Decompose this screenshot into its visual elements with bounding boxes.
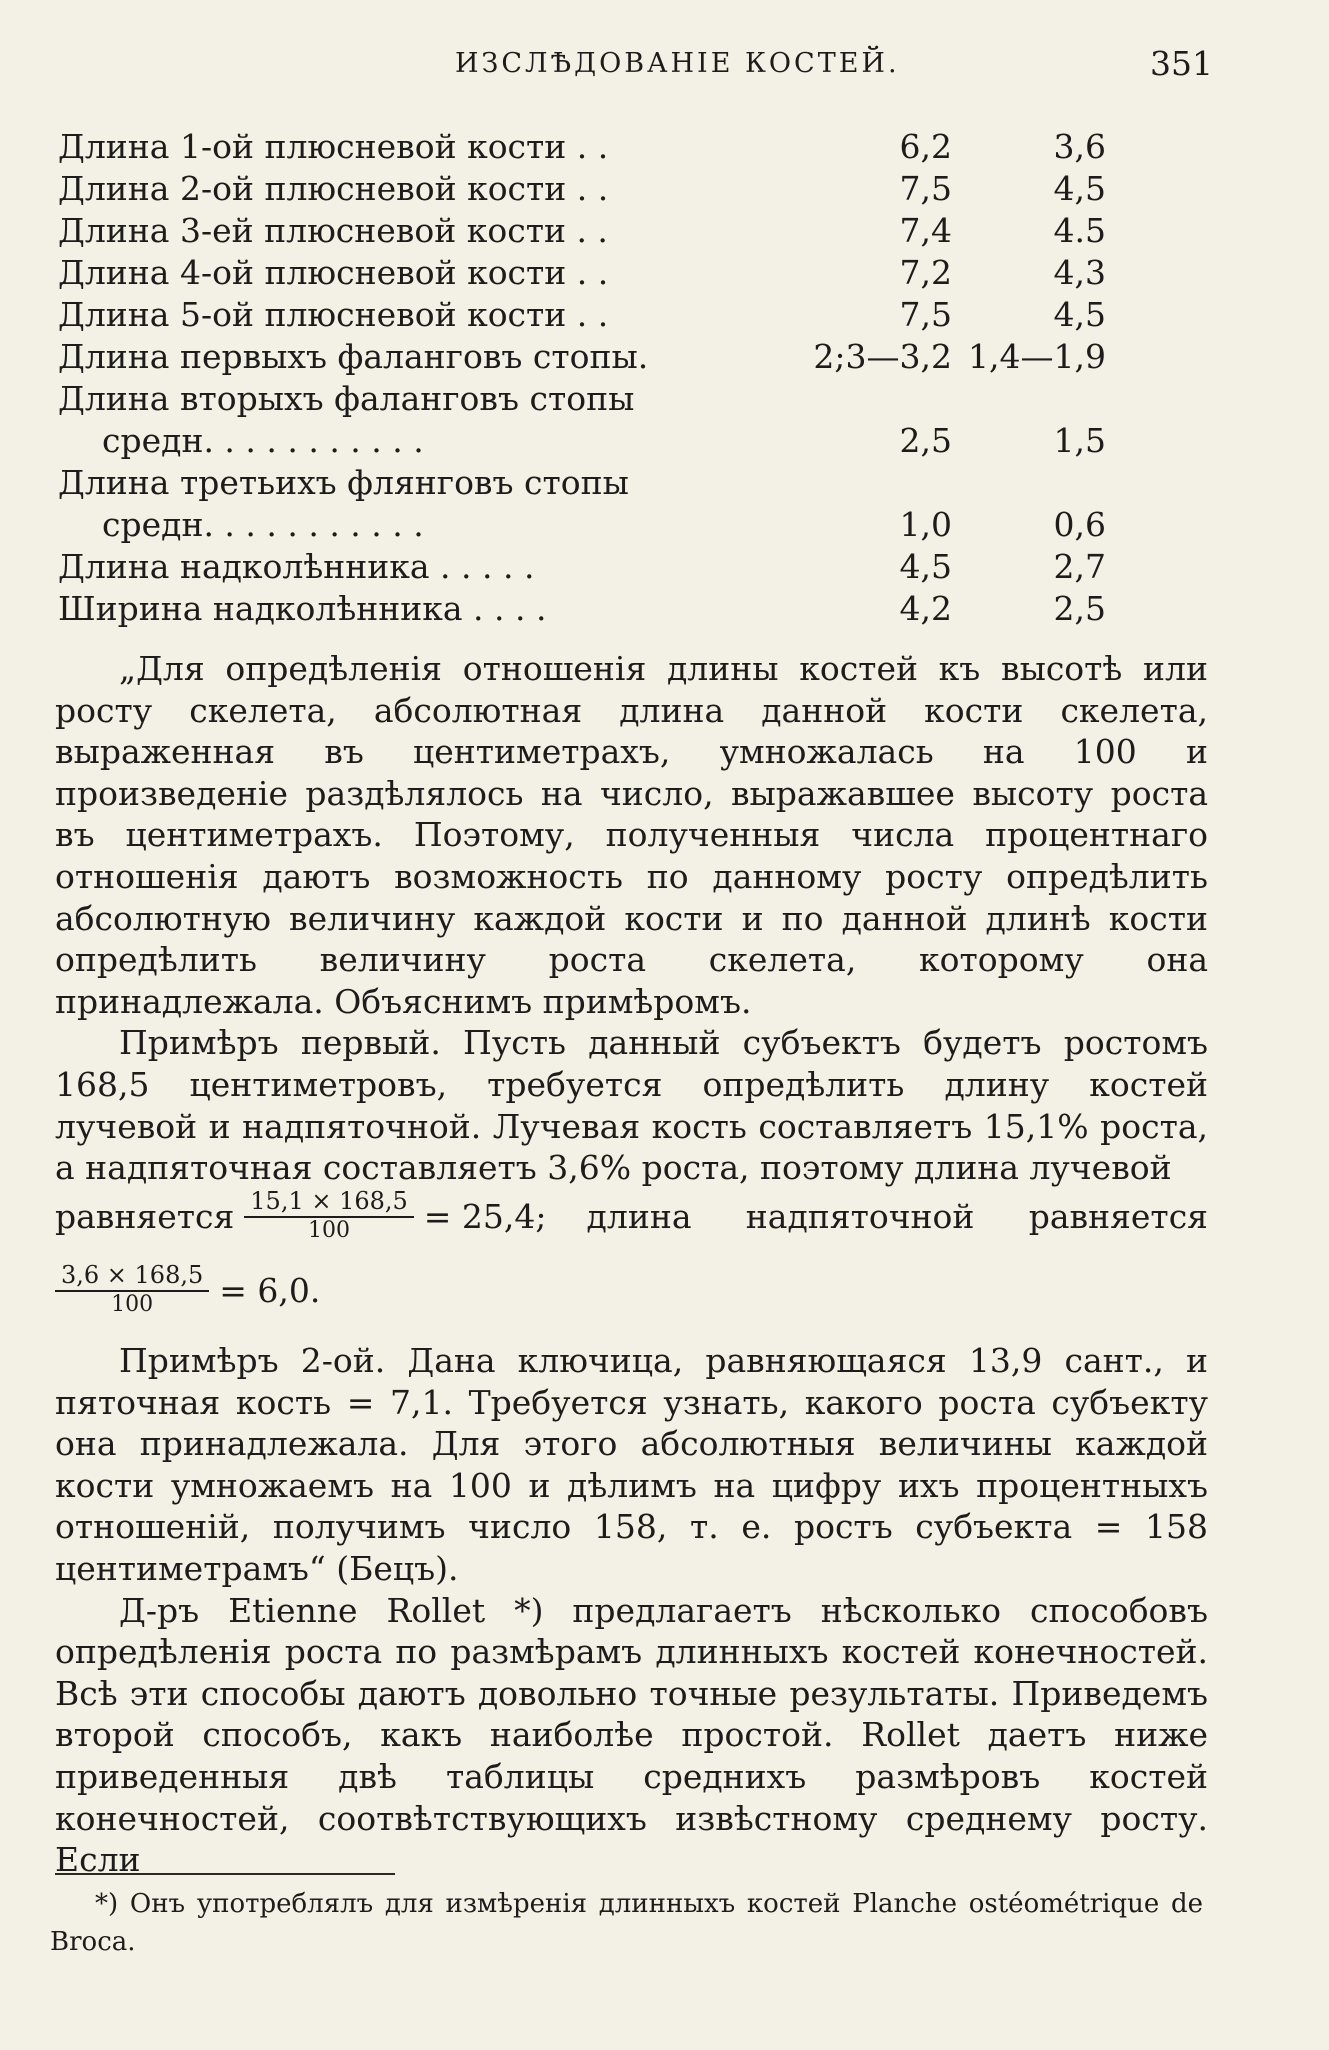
- formula-line-1: [55, 1188, 1208, 1244]
- formula-lead-text: равняется: [55, 1196, 235, 1236]
- value-column-2: [964, 378, 1118, 420]
- value-column-1: [702, 462, 964, 504]
- table-row: [58, 168, 1118, 210]
- value-column-1: 4,5: [899, 547, 952, 586]
- fraction-denominator: 100: [111, 1292, 154, 1317]
- value-column-1: 7,2: [899, 253, 952, 292]
- table-row: [58, 252, 1118, 294]
- value-column-2: 4,3: [1053, 253, 1106, 292]
- formula-trail-text: длина надпяточной равняется: [586, 1196, 1208, 1236]
- formula-line-2: [55, 1262, 1208, 1318]
- row-label: Длина надколѣнника . . . . .: [58, 547, 535, 586]
- formula-result: = 25,4;: [423, 1196, 547, 1236]
- row-label: Длина вторыхъ фаланговъ стопы: [58, 379, 635, 418]
- fraction-numerator: 3,6 × 168,5: [55, 1262, 209, 1292]
- paragraph-rollet: Д-ръ Etienne Rollet *) предлагаетъ нѣсколько способовъ опредѣленія роста по размѣрамъ длинныхъ костей конечностей. Всѣ эти способы даютъ довольно точные результаты. Приведемъ второй способъ, какъ наиболѣе простой. Rollet даетъ ниже приведенныя двѣ таблицы среднихъ размѣровъ костей конечностей, соотвѣтствующихъ извѣстному среднему росту. Если: [55, 1590, 1208, 1880]
- value-column-2: 4,5: [1053, 295, 1106, 334]
- table-row: [58, 294, 1118, 336]
- table-row: [58, 504, 1118, 546]
- fraction-calcaneus: [55, 1262, 209, 1318]
- value-column-1: 7,5: [899, 169, 952, 208]
- row-label: средн. . . . . . . . . . .: [102, 421, 424, 460]
- table-row: [58, 210, 1118, 252]
- value-column-2: 1,4—1,9: [968, 337, 1106, 376]
- value-column-2: 3,6: [1053, 127, 1106, 166]
- value-column-1: 2;3—3,2: [813, 337, 952, 376]
- running-title: ИЗСЛѢДОВАНІЕ КОСТЕЙ.: [455, 48, 900, 79]
- table-row: [58, 588, 1118, 630]
- fraction-numerator: 15,1 × 168,5: [244, 1188, 414, 1218]
- value-column-1: 6,2: [899, 127, 952, 166]
- fraction-radius: [244, 1188, 414, 1244]
- value-column-2: 4.5: [1053, 211, 1106, 250]
- row-label: Длина первыхъ фаланговъ стопы.: [58, 337, 649, 376]
- value-column-2: 0,6: [1053, 505, 1106, 544]
- paragraph-example-1: Примѣръ первый. Пусть данный субъектъ будетъ ростомъ 168,5 центиметровъ, требуется опредѣлить длину костей лучевой и надпяточной. Лучевая кость составляетъ 15,1% роста, а надпяточная составляетъ 3,6% роста, поэтому длина лучевой: [55, 1023, 1208, 1188]
- value-column-2: [964, 462, 1118, 504]
- row-label: средн. . . . . . . . . . .: [102, 505, 424, 544]
- row-label: Длина 3-ей плюсневой кости . .: [58, 211, 608, 250]
- fraction-denominator: 100: [308, 1218, 351, 1243]
- table-row: [58, 378, 1118, 420]
- paragraph-method: „Для опредѣленія отношенія длины костей къ высотѣ или росту скелета, абсолютная длина данной кости скелета, выраженная въ центиметрахъ, умножалась на 100 и произведеніе раздѣлялось на число, выражавшее высоту роста въ центиметрахъ. Поэтому, полученныя числа процентнаго отношенія даютъ возможность по данному росту опредѣлить абсолютную величину каждой кости и по данной длинѣ кости опредѣлить величину роста скелета, которому она принадлежала. Объяснимъ примѣромъ.: [55, 649, 1208, 1021]
- footnote: *) Онъ употреблялъ для измѣренія длинныхъ костей Planche ostéométrique de Broca.: [50, 1889, 1203, 1957]
- paragraph-example-2: Примѣръ 2-ой. Дана ключица, равняющаяся 13,9 сант., и пяточная кость = 7,1. Требуется узнать, какого роста субъекту она принадлежала. Для этого абсолютныя величины каждой кости умножаемъ на 100 и дѣлимъ на цифру ихъ процентныхъ отношеній, получимъ число 158, т. е. ростъ субъекта = 158 центиметрамъ“ (Бецъ).: [55, 1341, 1208, 1588]
- value-column-1: 1,0: [899, 505, 952, 544]
- row-label: Длина 2-ой плюсневой кости . .: [58, 169, 609, 208]
- value-column-2: 1,5: [1053, 421, 1106, 460]
- table-row: [58, 546, 1118, 588]
- value-column-2: 4,5: [1053, 169, 1106, 208]
- formula-result: = 6,0.: [219, 1270, 321, 1310]
- table-row: [58, 336, 1118, 378]
- footnote-divider: [55, 1873, 395, 1875]
- row-label: Длина 4-ой плюсневой кости . .: [58, 253, 609, 292]
- row-label: Ширина надколѣнника . . . .: [58, 589, 547, 628]
- value-column-1: 7,5: [899, 295, 952, 334]
- measurement-table: [58, 126, 1118, 630]
- body-text-lower: [55, 1340, 1208, 1881]
- body-text-upper: [55, 648, 1208, 1189]
- table-row: [58, 126, 1118, 168]
- table-row: [58, 420, 1118, 462]
- value-column-2: 2,5: [1053, 589, 1106, 628]
- value-column-1: [702, 378, 964, 420]
- value-column-1: 7,4: [899, 211, 952, 250]
- table-row: [58, 462, 1118, 504]
- page-number: 351: [1150, 44, 1213, 83]
- row-label: Длина третьихъ флянговъ стопы: [58, 463, 629, 502]
- row-label: Длина 1-ой плюсневой кости . .: [58, 127, 609, 166]
- row-label: Длина 5-ой плюсневой кости . .: [58, 295, 609, 334]
- value-column-1: 4,2: [899, 589, 952, 628]
- value-column-2: 2,7: [1053, 547, 1106, 586]
- value-column-1: 2,5: [899, 421, 952, 460]
